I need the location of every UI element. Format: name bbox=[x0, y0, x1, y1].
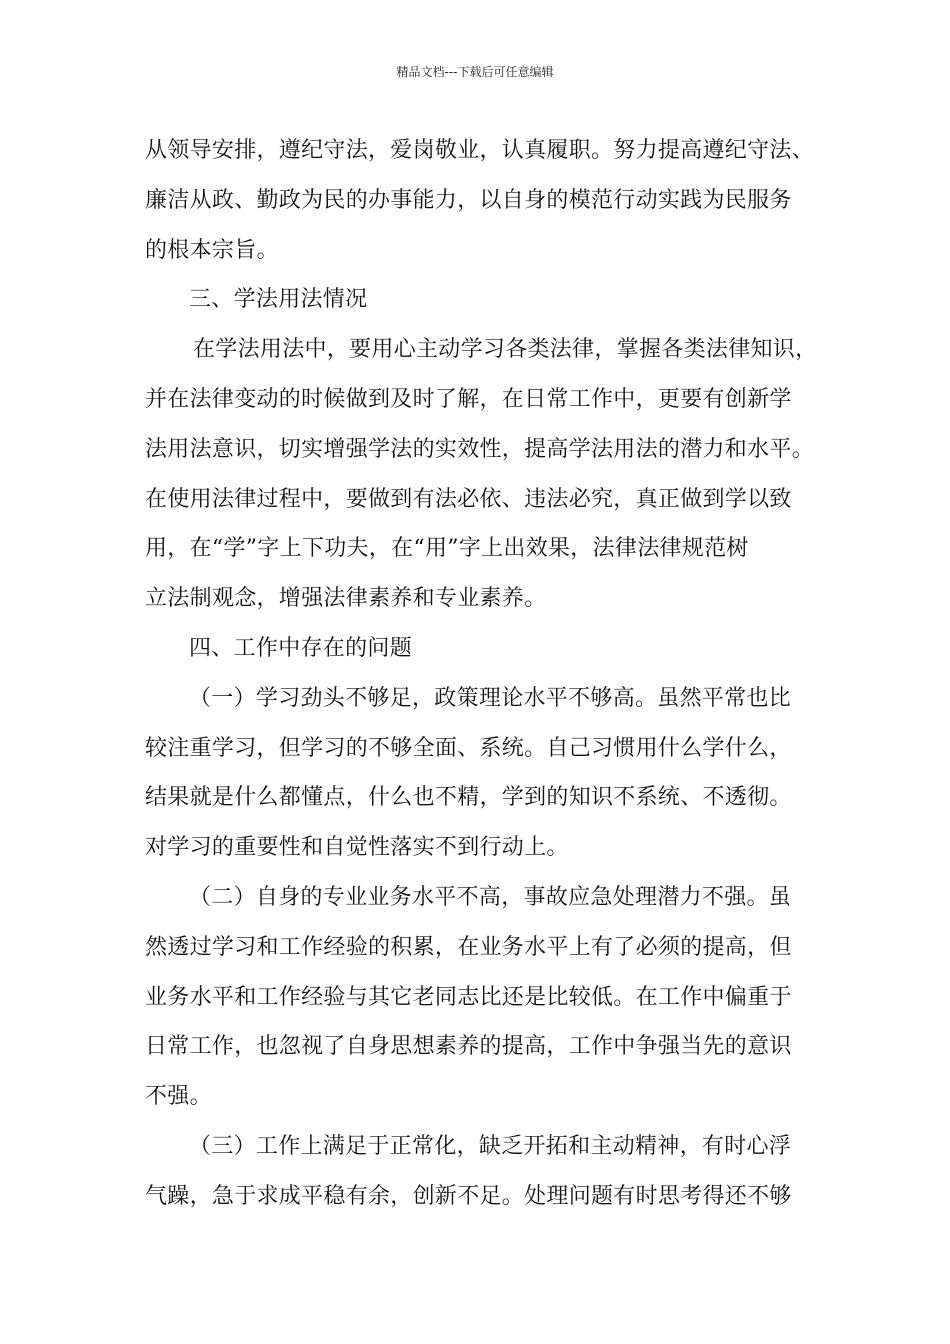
text-line: 从领导安排，遵纪守法，爱岗敬业，认真履职。努力提高遵纪守法、 bbox=[145, 138, 815, 163]
text-line: 在使用法律过程中，要做到有法必依、违法必究，真正做到学以致 bbox=[145, 486, 792, 512]
text-line: 气躁，急于求成平稳有余，创新不足。处理问题有时思考得还不够 bbox=[145, 1183, 792, 1209]
section-heading-3: 三、学法用法情况 bbox=[189, 287, 368, 313]
text-line: 在学法用法中，要用心主动学习各类法律，掌握各类法律知识， bbox=[193, 337, 818, 363]
text-line: （三）工作上满足于正常化，缺乏开拓和主动精神，有时心浮 bbox=[189, 1133, 792, 1159]
text-line: （二）自身的专业业务水平不高，事故应急处理潜力不强。虽 bbox=[189, 884, 792, 910]
text-line: 日常工作，也忽视了自身思想素养的提高，工作中争强当先的意识 bbox=[145, 1034, 792, 1060]
text-line: 用，在“学”字上下功夫，在“用”字上出效果，法律法律规范树 bbox=[145, 536, 749, 562]
text-line: 对学习的重要性和自觉性落实不到行动上。 bbox=[145, 835, 569, 861]
text-line: 不强。 bbox=[145, 1084, 212, 1110]
text-line: 的根本宗旨。 bbox=[145, 237, 279, 263]
text-line: 立法制观念，增强法律素养和专业素养。 bbox=[145, 586, 547, 612]
text-line: 廉洁从政、勤政为民的办事能力，以自身的模范行动实践为民服务 bbox=[145, 187, 792, 213]
text-line: 并在法律变动的时候做到及时了解，在日常工作中，更要有创新学 bbox=[145, 386, 792, 412]
page-header: 精品文档---下载后可任意编辑 bbox=[396, 65, 554, 79]
text-line: 结果就是什么都懂点，什么也不精，学到的知识不系统、不透彻。 bbox=[145, 785, 792, 811]
document-body bbox=[145, 126, 818, 1222]
text-line: 然透过学习和工作经验的积累，在业务水平上有了必须的提高，但 bbox=[145, 934, 792, 960]
section-heading-4: 四、工作中存在的问题 bbox=[189, 635, 413, 661]
text-line: 业务水平和工作经验与其它老同志比还是比较低。在工作中偏重于 bbox=[145, 984, 792, 1010]
text-line: 法用法意识，切实增强学法的实效性，提高学法用法的潜力和水平。 bbox=[145, 436, 815, 462]
text-line: 较注重学习，但学习的不够全面、系统。自己习惯用什么学什么， bbox=[145, 735, 792, 761]
text-line: （一）学习劲头不够足，政策理论水平不够高。虽然平常也比 bbox=[189, 685, 792, 711]
